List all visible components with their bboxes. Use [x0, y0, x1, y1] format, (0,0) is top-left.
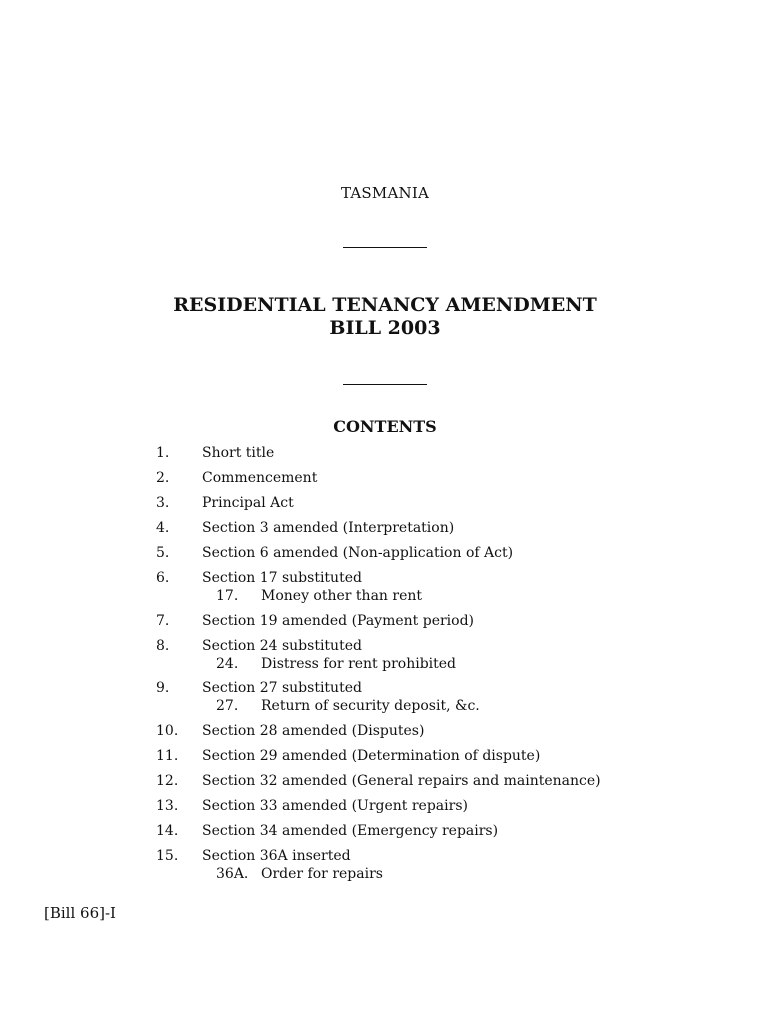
horizontal-rule-top	[343, 247, 427, 248]
toc-entry-title: Section 3 amended (Interpretation)	[202, 520, 455, 536]
toc-entry-number: 14.	[156, 822, 179, 839]
toc-entry-title: Section 19 amended (Payment period)	[202, 612, 474, 629]
toc-entry-title: Section 34 amended (Emergency repairs)	[202, 822, 499, 839]
toc-entry-title: Section 32 amended (General repairs and maintenance)	[202, 772, 601, 789]
toc-sub-entry-number: 24.	[216, 655, 239, 672]
toc-entry-title: Section 17 substituted	[202, 570, 362, 586]
toc-entry-number: 15.	[156, 847, 179, 864]
toc-sub-entry-number: 36A.	[216, 865, 249, 882]
toc-entry-number: 12.	[156, 772, 179, 789]
toc-entry-title: Principal Act	[202, 495, 294, 511]
contents-heading: CONTENTS	[333, 417, 437, 436]
toc-entry-title: Section 33 amended (Urgent repairs)	[202, 797, 468, 814]
toc-sub-entry-number: 27.	[216, 698, 239, 714]
toc-entry-title: Section 28 amended (Disputes)	[202, 722, 425, 739]
jurisdiction-heading: TASMANIA	[341, 184, 429, 202]
toc-entry-number: 10.	[156, 722, 179, 739]
toc-entry-number: 7.	[156, 612, 170, 629]
toc-entry-number: 5.	[156, 545, 170, 561]
toc-entry-title: Section 29 amended (Determination of dispute)	[202, 747, 541, 764]
toc-sub-entry-title: Distress for rent prohibited	[261, 655, 457, 672]
toc-entry-number: 13.	[156, 797, 179, 814]
toc-entry-number: 6.	[156, 570, 170, 586]
toc-entry-title: Section 36A inserted	[202, 847, 351, 864]
toc-entry-title: Short title	[202, 445, 275, 461]
bill-title	[0, 294, 770, 340]
toc-entry-number: 8.	[156, 637, 170, 654]
toc-entry-number: 1.	[156, 445, 170, 461]
toc-entry-title: Section 6 amended (Non-application of Act)	[202, 545, 514, 561]
toc-entry-number: 2.	[156, 470, 170, 486]
bill-title-line-1: RESIDENTIAL TENANCY AMENDMENT	[173, 294, 597, 316]
toc-entry-title: Section 27 substituted	[202, 680, 362, 696]
toc-entry-number: 3.	[156, 495, 170, 511]
bill-reference: [Bill 66]-I	[44, 904, 116, 922]
toc-entry-number: 4.	[156, 520, 170, 536]
bill-title-line-2: BILL 2003	[329, 317, 441, 339]
toc-sub-entry-number: 17.	[216, 588, 239, 604]
toc-sub-entry-title: Order for repairs	[261, 865, 383, 882]
toc-entry-number: 11.	[156, 747, 179, 764]
toc-sub-entry-title: Return of security deposit, &c.	[261, 698, 480, 714]
toc-sub-entry-title: Money other than rent	[261, 588, 422, 604]
horizontal-rule-bottom	[343, 384, 427, 385]
toc-entry-number: 9.	[156, 680, 170, 696]
toc-entry-title: Commencement	[202, 470, 318, 486]
toc-entry-title: Section 24 substituted	[202, 637, 362, 654]
